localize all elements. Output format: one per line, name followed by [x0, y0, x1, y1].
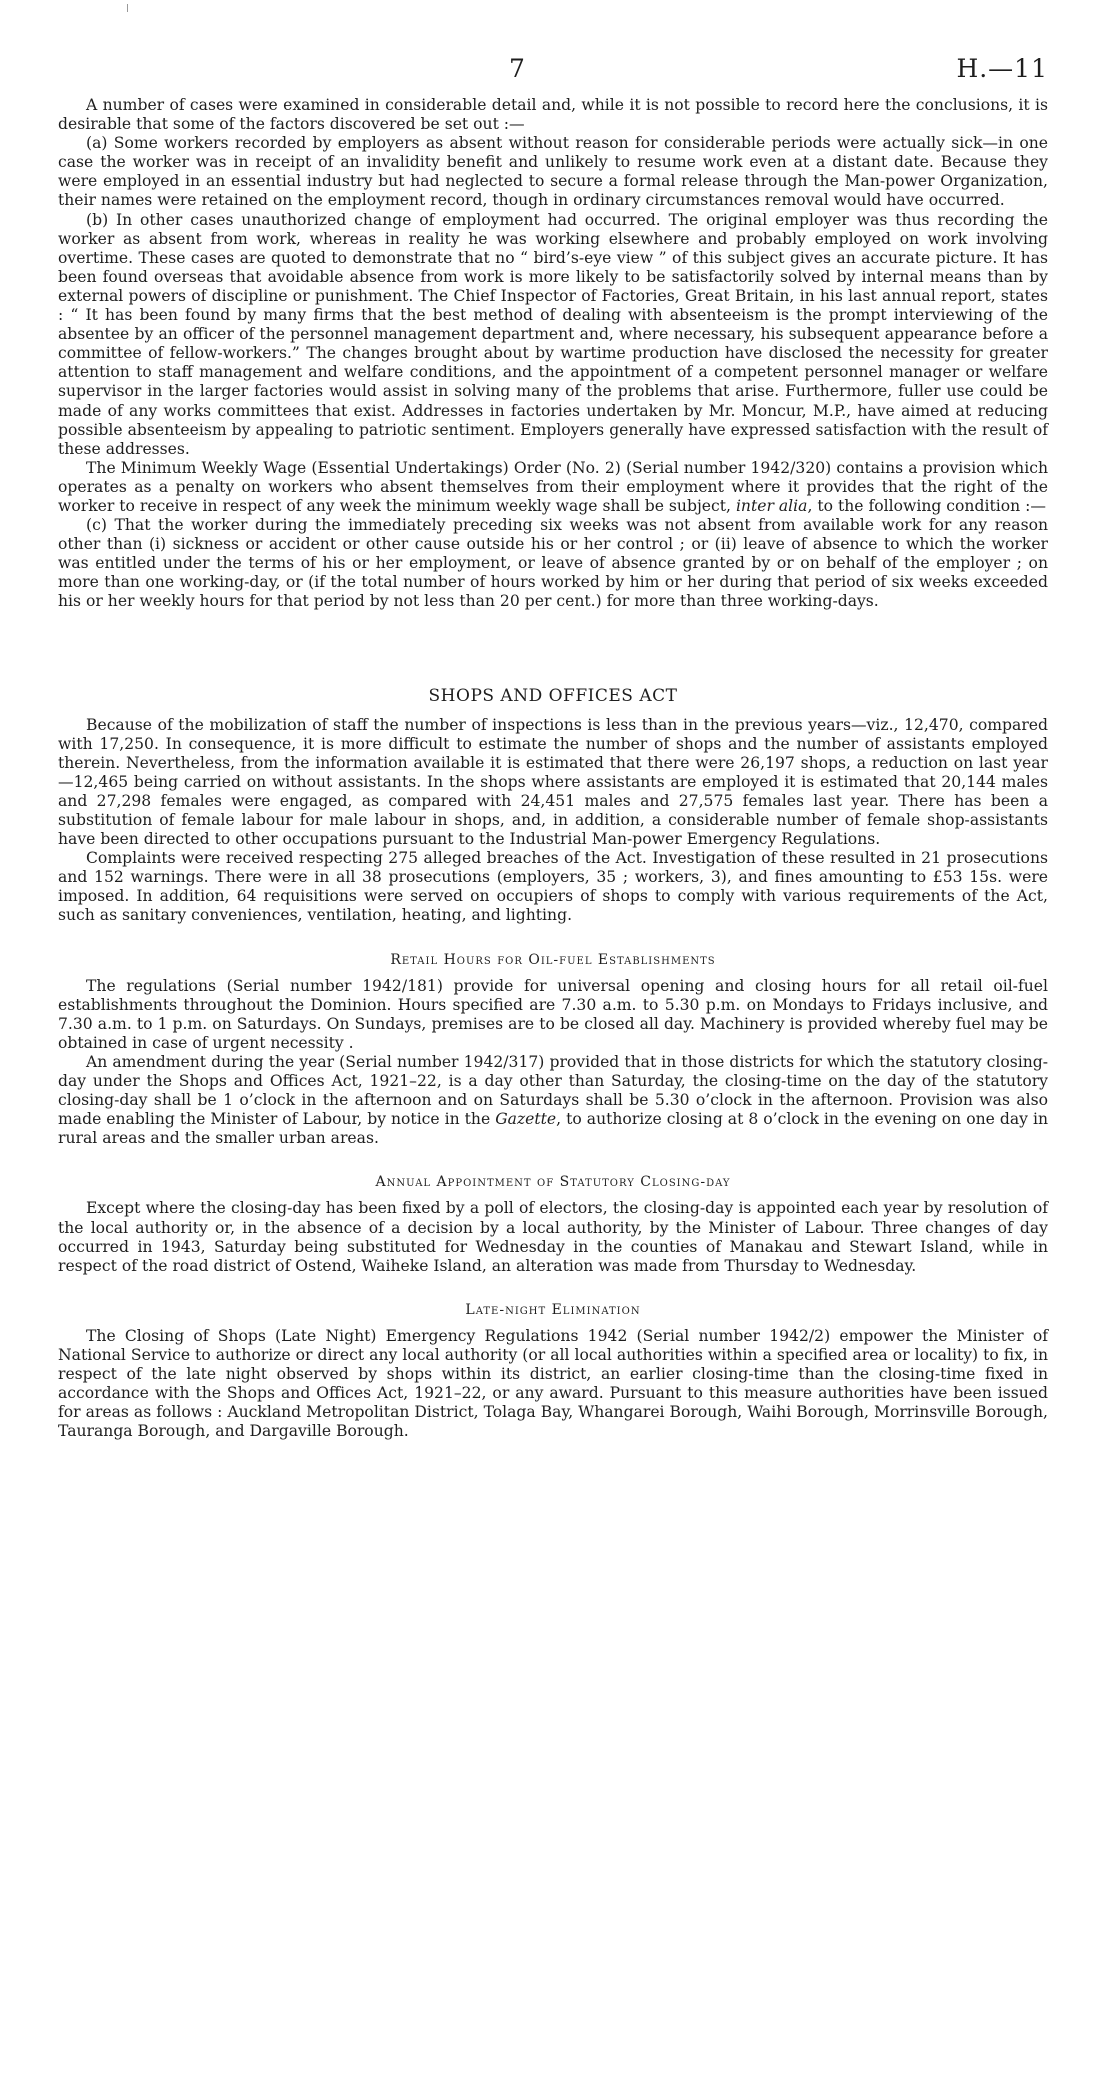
paragraph: The regulations (Serial number 1942/181) provide for universal opening and closing hours for all retail oil-fuel establishments throughout the Dominion. Hours specified are 7.30 a.m. to 5.30 p.m. on Mondays to Fridays inclusive, and 7.30 a.m. to 1 p.m. on Saturdays. On Sundays, premises are to be closed all day. Machinery is provided whereby fuel may be obtained in case of urgent necessity . [58, 976, 1048, 1052]
paragraph: The Closing of Shops (Late Night) Emergency Regulations 1942 (Serial number 1942/2) empower the Minister of National Service to authorize or direct any local authority (or all local authorities within a specified area or locality) to fix, in respect of the late night observed by shops within its district, an earlier closing-time than the closing-time fixed in accordance with the Shops and Offices Act, 1921–22, or any award. Pursuant to this measure authorities have been issued for areas as follows : Auckland Metropolitan District, Tolaga Bay, Whangarei Borough, Waihi Borough, Morrinsville Borough, Tauranga Borough, and Dargaville Borough. [58, 1326, 1048, 1441]
scan-mark [127, 4, 128, 12]
italic-text: inter alia [735, 496, 808, 515]
document-page [58, 48, 1048, 1441]
paragraph: Complaints were received respecting 275 alleged breaches of the Act. Investigation of these resulted in 21 prosecutions and 152 warnings. There were in all 38 prosecutions (employers, 35 ; workers, 3), and fines amounting to £53 15s. were imposed. In addition, 64 requisitions were served on occupiers of shops to comply with various requirements of the Act, such as sanitary conveniences, ventilation, heating, and lighting. [58, 849, 1048, 925]
page-number: 7 [509, 54, 525, 83]
paragraph-b: (b) In other cases unauthorized change of employment had occurred. The original employer was thus recording the worker as absent from work, whereas in reality he was working elsewhere and probably employed on work involving overtime. These cases are quoted to demonstrate that no “ bird’s-eye view ” of this subject gives an accurate picture. It has been found overseas that avoidable absence from work is more likely to be satisfactorily solved by internal means than by external powers of discipline or punishment. The Chief Inspector of Factories, Great Britain, in his last annual report, states : “ It has been found by many firms that the best method of dealing with absenteeism is the prompt interviewing of the absentee by an officer of the personnel management department and, where necessary, his subsequent appearance before a committee of fellow-workers.” The changes brought about by wartime production have disclosed the necessity for greater attention to staff management and welfare conditions, and the appointment of a competent personnel manager or welfare supervisor in the larger factories would assist in solving many of the problems that arise. Furthermore, fuller use could be made of any works committees that exist. Addresses in factories undertaken by Mr. Moncur, M.P., have aimed at reducing possible absenteeism by appealing to patriotic sentiment. Employers generally have expressed satisfaction with the result of these addresses. [58, 210, 1048, 458]
document-reference: H.—11 [956, 54, 1048, 83]
absenteeism-section [58, 96, 1048, 612]
text-run: The Minimum Weekly Wage (Essential Undertakings) Order (No. 2) (Serial number 1942/320) contains a provision which operates as a penalty on workers who absent themselves from their employment where it provides that the right of the worker to receive in respect of any week the minimum weekly wage shall be subject, [58, 458, 1048, 515]
page-header [58, 48, 1048, 96]
paragraph-minimum-wage [58, 459, 1048, 516]
paragraph-c: (c) That the worker during the immediately preceding six weeks was not absent from available work for any reason other than (i) sickness or accident or other cause outside his or her control ; or (ii) leave of absence to which the worker was entitled under the terms of his or her employment, or leave of absence granted by or on behalf of the employer ; on more than one working-day, or (if the total number of hours worked by him or her during that period of six weeks exceeded his or her weekly hours for that period by not less than 20 per cent.) for more than three working-days. [58, 516, 1048, 611]
paragraph: Because of the mobilization of staff the number of inspections is less than in the previous years—viz., 12,470, compared with 17,250. In consequence, it is more difficult to estimate the number of shops and the number of assistants employed therein. Nevertheless, from the information available it is estimated that there were 26,197 shops, a reduction on last year—12,465 being carried on without assistants. In the shops where assistants are employed it is estimated that 20,144 males and 27,298 females were engaged, as compared with 24,451 males and 27,575 females last year. There has been a substitution of female labour for male labour in shops, and, in addition, a considerable number of female shop-assistants have been directed to other occupations pursuant to the Industrial Man-power Emergency Regulations. [58, 715, 1048, 849]
paragraph: Except where the closing-day has been fixed by a poll of electors, the closing-day is appointed each year by resolution of the local authority or, in the absence of a decision by a local authority, by the Minister of Labour. Three changes of day occurred in 1943, Saturday being substituted for Wednesday in the counties of Manakau and Stewart Island, while in respect of the road district of Ostend, Waiheke Island, an alteration was made from Thursday to Wednesday. [58, 1199, 1048, 1275]
italic-text: Gazette [495, 1110, 557, 1129]
paragraph-a: (a) Some workers recorded by employers as absent without reason for considerable periods were actually sick—in one case the worker was in receipt of an invalidity benefit and unlikely to resume work even at a distant date. Because they were employed in an essential industry but had neglected to secure a formal release through the Man-power Organization, their names were retained on the employment record, though in ordinary circumstances removal would have occurred. [58, 134, 1048, 210]
text-run: , to authorize closing at 8 o’clock in the evening on one day in rural areas and the smaller urban areas. [58, 1110, 1048, 1148]
subheading-late-night: Late-night Elimination [465, 1301, 641, 1318]
text-run: , to the following condition :— [807, 496, 1046, 515]
paragraph [58, 1053, 1048, 1148]
paragraph: A number of cases were examined in considerable detail and, while it is not possible to record here the conclusions, it is desirable that some of the factors discovered be set out :— [58, 96, 1048, 134]
section-heading-shops: SHOPS AND OFFICES ACT [428, 685, 678, 706]
subheading-annual-appointment: Annual Appointment of Statutory Closing-day [375, 1174, 731, 1191]
text-run: An amendment during the year (Serial number 1942/317) provided that in those districts for which the statutory closing-day under the Shops and Offices Act, 1921–22, is a day other than Saturday, the closing-time on the day of the statutory closing-day shall be 1 o’clock in the afternoon and on Saturdays shall be 5.30 o’clock in the afternoon. Provision was also made enabling the Minister of Labour, by notice in the [58, 1052, 1048, 1129]
subheading-retail-hours: Retail Hours for Oil-fuel Establishments [390, 951, 716, 968]
